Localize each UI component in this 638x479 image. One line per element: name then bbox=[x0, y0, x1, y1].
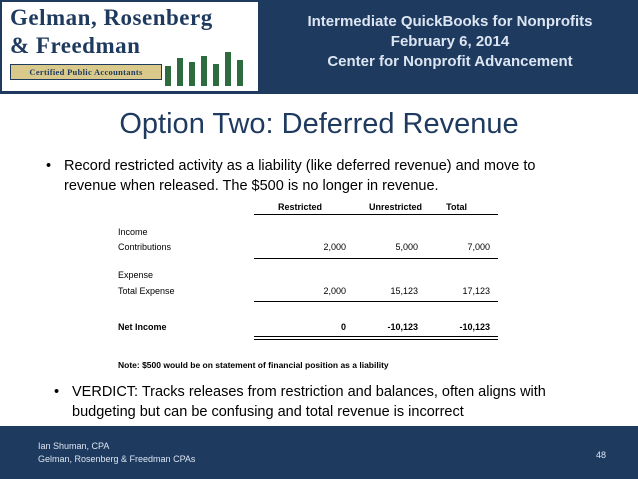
row-rule bbox=[254, 301, 498, 302]
contributions-restricted: 2,000 bbox=[323, 242, 346, 252]
firm-logo bbox=[2, 2, 258, 91]
firm-name: Gelman, Rosenberg & Freedman CPAs bbox=[38, 454, 196, 464]
bullet-text-line: revenue when released. The $500 is no longer in revenue. bbox=[64, 178, 439, 194]
income-label: Income bbox=[118, 227, 148, 237]
presenter-name: Ian Shuman, CPA bbox=[38, 441, 110, 451]
header-rule bbox=[254, 214, 498, 215]
slide-header bbox=[0, 0, 638, 94]
footer-credits bbox=[38, 440, 195, 466]
page-number: 48 bbox=[595, 450, 606, 460]
contributions-total: 7,000 bbox=[467, 242, 490, 252]
net-income-unrestricted: -10,123 bbox=[387, 322, 418, 332]
financial-table bbox=[112, 200, 500, 372]
course-date: February 6, 2014 bbox=[390, 33, 510, 50]
total-rule bbox=[254, 336, 498, 337]
column-header-total: Total bbox=[446, 202, 467, 212]
logo-name-line1: Gelman, Rosenberg bbox=[10, 5, 213, 30]
course-title: Intermediate QuickBooks for Nonprofits bbox=[307, 13, 593, 30]
total-expense-unrestricted: 15,123 bbox=[390, 286, 418, 296]
bullet-dot-icon: • bbox=[46, 158, 52, 174]
bullet-dot-icon: • bbox=[54, 384, 60, 400]
slide-title: Option Two: Deferred Revenue bbox=[119, 108, 519, 140]
bullet-text-line: budgeting but can be confusing and total revenue is incorrect bbox=[72, 404, 464, 420]
slide-footer bbox=[0, 426, 638, 479]
contributions-label: Contributions bbox=[118, 242, 172, 252]
net-income-total: -10,123 bbox=[459, 322, 490, 332]
total-double-rule bbox=[254, 339, 498, 340]
expense-label: Expense bbox=[118, 270, 154, 280]
net-income-label: Net Income bbox=[118, 322, 167, 332]
bullet-text-line: VERDICT: Tracks releases from restriction and balances, often aligns with bbox=[72, 384, 546, 400]
table-note: Note: $500 would be on statement of financial position as a liability bbox=[118, 360, 389, 370]
total-expense-restricted: 2,000 bbox=[323, 286, 346, 296]
contributions-unrestricted: 5,000 bbox=[395, 242, 418, 252]
logo-tagline: Certified Public Accountants bbox=[10, 64, 162, 80]
total-expense-label: Total Expense bbox=[118, 286, 175, 296]
column-header-restricted: Restricted bbox=[277, 202, 322, 212]
row-rule bbox=[254, 258, 498, 259]
logo-name-line2: & Freedman bbox=[10, 33, 141, 58]
total-expense-total: 17,123 bbox=[462, 286, 490, 296]
net-income-restricted: 0 bbox=[340, 322, 346, 332]
course-venue: Center for Nonprofit Advancement bbox=[327, 53, 573, 70]
bullet-text-line: Record restricted activity as a liability (like deferred revenue) and move to bbox=[64, 158, 536, 174]
column-header-unrestricted: Unrestricted bbox=[368, 202, 422, 212]
header-text bbox=[262, 12, 638, 72]
